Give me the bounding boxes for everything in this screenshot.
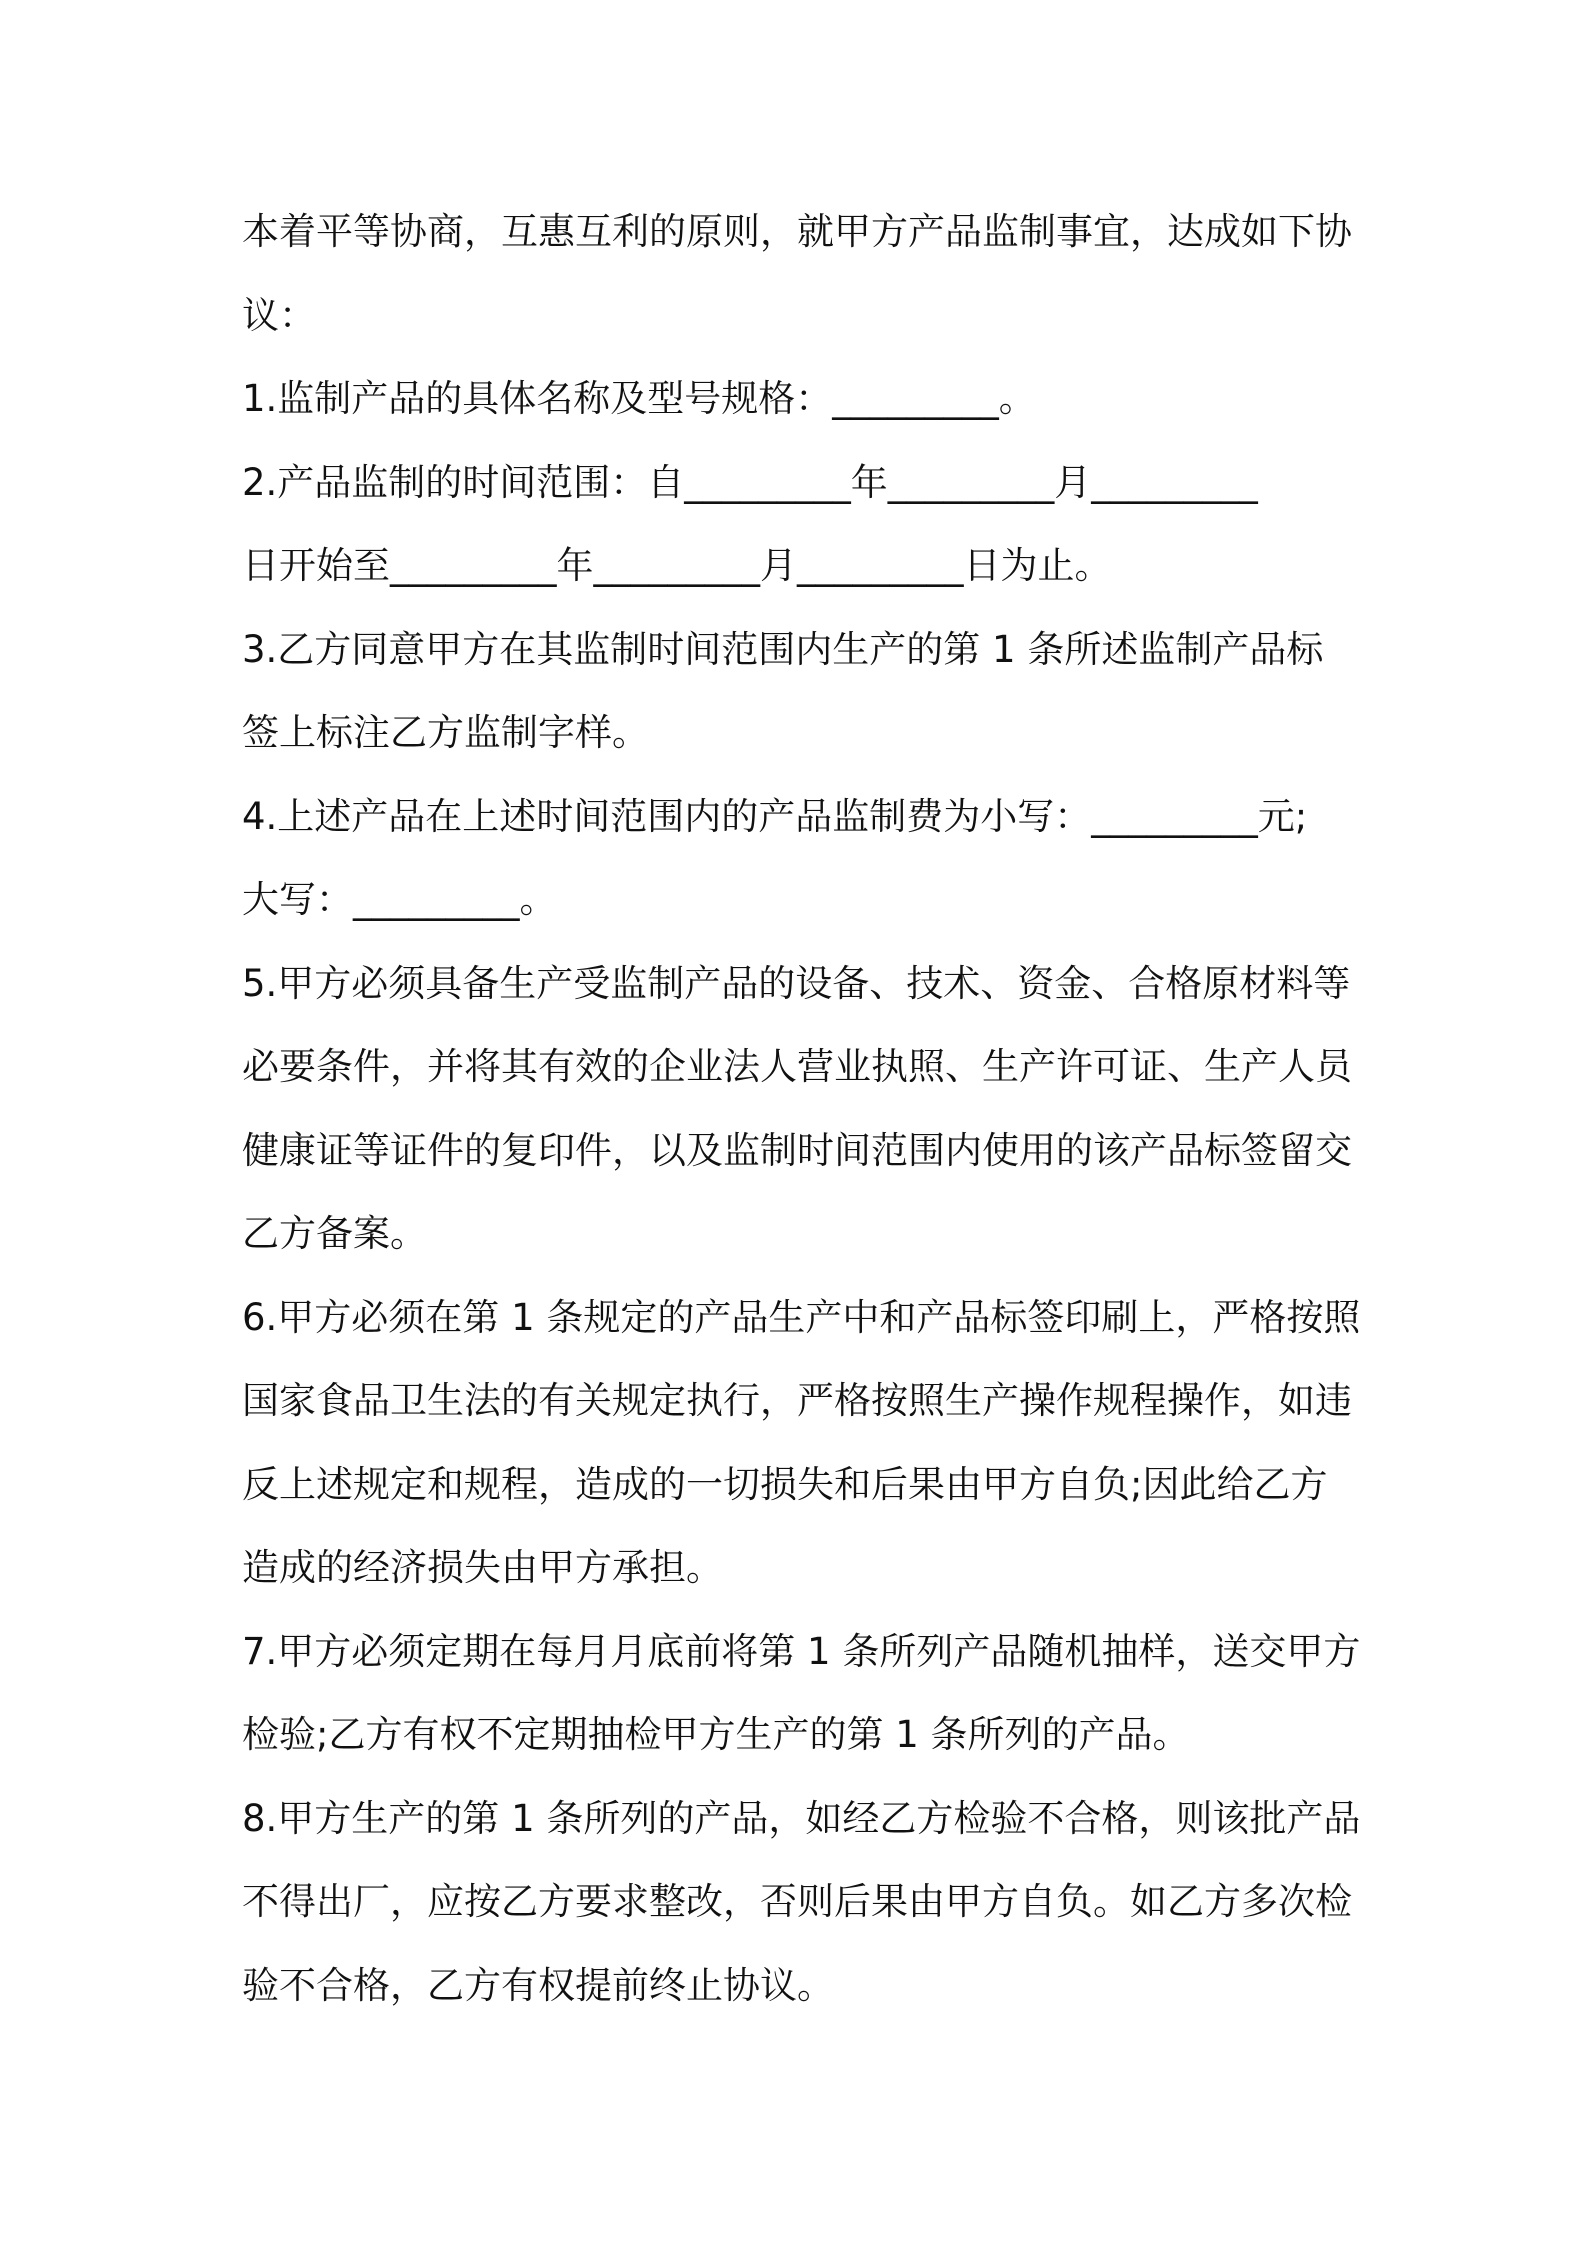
clause-3-line-1: 3.乙方同意甲方在其监制时间范围内生产的第 1 条所述监制产品标	[242, 627, 1324, 671]
clause-7-line-2: 检验;乙方有权不定期抽检甲方生产的第 1 条所列的产品。	[242, 1713, 1190, 1756]
clause-2-line-2: 日开始至_________年_________月_________日为止。	[242, 544, 1112, 587]
paragraph-intro-line-2: 议：	[242, 293, 316, 337]
clause-5-line-2: 必要条件，并将其有效的企业法人营业执照、生产许可证、生产人员	[242, 1045, 1352, 1088]
clause-4-line-2: 大写：_________。	[242, 878, 557, 921]
clause-5-line-1: 5.甲方必须具备生产受监制产品的设备、技术、资金、合格原材料等	[242, 961, 1351, 1005]
clause-1-line-1: 1.监制产品的具体名称及型号规格：_________。	[242, 377, 1036, 420]
clause-2-line-1: 2.产品监制的时间范围：自_________年_________月_________	[242, 460, 1258, 504]
clause-5-line-4: 乙方备案。	[242, 1212, 427, 1255]
clause-5-line-3: 健康证等证件的复印件，以及监制时间范围内使用的该产品标签留交	[242, 1128, 1352, 1172]
clause-8-line-2: 不得出厂，应按乙方要求整改，否则后果由甲方自负。如乙方多次检	[242, 1880, 1352, 1923]
paragraph-intro-line-1: 本着平等协商，互惠互利的原则，就甲方产品监制事宜，达成如下协	[242, 210, 1352, 253]
clause-6-line-1: 6.甲方必须在第 1 条规定的产品生产中和产品标签印刷上，严格按照	[242, 1295, 1361, 1339]
clause-6-line-4: 造成的经济损失由甲方承担。	[242, 1546, 723, 1589]
clause-6-line-3: 反上述规定和规程，造成的一切损失和后果由甲方自负;因此给乙方	[242, 1462, 1328, 1506]
clause-3-line-2: 签上标注乙方监制字样。	[242, 711, 649, 754]
document-body	[242, 190, 1362, 2027]
clause-6-line-2: 国家食品卫生法的有关规定执行，严格按照生产操作规程操作，如违	[242, 1379, 1352, 1422]
clause-8-line-1: 8.甲方生产的第 1 条所列的产品，如经乙方检验不合格，则该批产品	[242, 1796, 1361, 1840]
clause-8-line-3: 验不合格，乙方有权提前终止协议。	[242, 1963, 834, 2007]
clause-7-line-1: 7.甲方必须定期在每月月底前将第 1 条所列产品随机抽样，送交甲方	[242, 1629, 1361, 1673]
clause-4-line-1: 4.上述产品在上述时间范围内的产品监制费为小写：_________元;	[242, 794, 1308, 838]
